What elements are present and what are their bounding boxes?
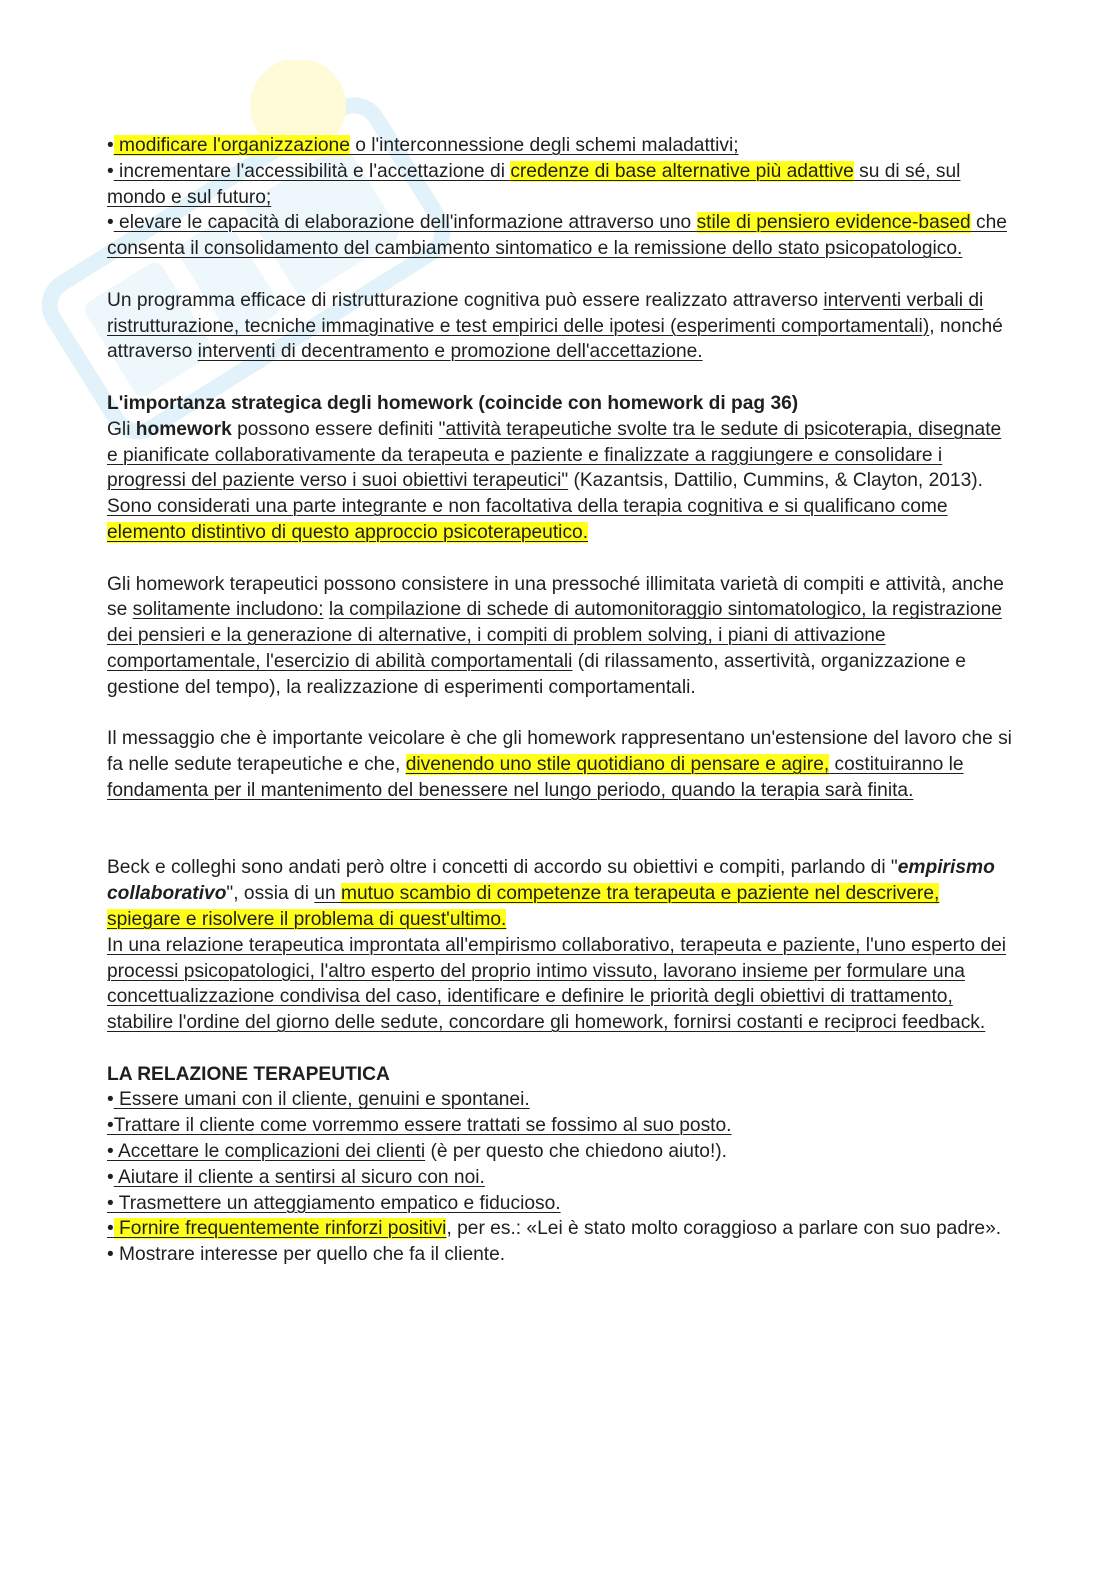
highlight-rinforzi-positivi: Fornire frequentemente rinforzi positivi — [113, 1218, 447, 1240]
list-item: • Mostrare interesse per quello che fa il cliente. — [107, 1244, 506, 1266]
heading-relazione-terapeutica: LA RELAZIONE TERAPEUTICA — [107, 1063, 390, 1085]
list-item: • Aiutare il cliente a sentirsi al sicuro con noi. — [107, 1166, 485, 1188]
paragraph-messaggio: Il messaggio che è importante veicolare è che gli homework rappresentano un'estensione del lavoro che si fa nelle sedute terapeutiche e che, divenendo uno stile quotidiano di pensare e agire, costituiranno le fondamenta per il mantenimento del benessere nel lungo periodo, quando la terapia sarà finita. — [107, 728, 1012, 801]
list-item: • Accettare le complicazioni dei clienti (è per questo che chiedono aiuto!). — [107, 1141, 728, 1163]
paragraph-ristrutturazione: Un programma efficace di ristrutturazione cognitiva può essere realizzato attraverso interventi verbali di ristrutturazione, tecniche immaginative e test empirici delle ipotesi (esperimenti comportamentali), nonché attraverso interventi di decentramento e promozione dell'accettazione. — [107, 289, 1003, 363]
highlight-credenze: credenze di base alternative più adattive — [510, 160, 854, 182]
highlight-stile-quotidiano: divenendo uno stile quotidiano di pensare e agire, — [405, 754, 830, 776]
list-item: • Fornire frequentemente rinforzi positivi, per es.: «Lei è stato molto coraggioso a parlare con suo padre». — [107, 1218, 1002, 1240]
highlight-stile-pensiero: stile di pensiero evidence-based — [696, 212, 971, 234]
heading-homework: L'importanza strategica degli homework (coincide con homework di pag 36) — [107, 392, 799, 414]
paragraph-homework-types: Gli homework terapeutici possono consistere in una pressoché illimitata varietà di compiti e attività, anche se solitamente includono: la compilazione di schede di automonitoraggio sintomatologico, la registrazione dei pensieri e la generazione di alternative, i compiti di problem solving, i piani di attivazione comportamentale, l'esercizio di abilità comportamentali (di rilassamento, assertività, organizzazione e gestione del tempo), la realizzazione di esperimenti comportamentali. — [107, 573, 1004, 698]
list-item: • Trasmettere un atteggiamento empatico e fiducioso. — [107, 1192, 561, 1214]
bullet-elevare: • elevare le capacità di elaborazione dell'informazione attraverso uno stile di pensiero evidence-based che consenta il consolidamento del cambiamento sintomatico e la remissione dello stato psicopatologico. — [107, 212, 1007, 260]
bullet-incrementare: • incrementare l'accessibilità e l'accettazione di credenze di base alternative più adattive su di sé, sul mondo e sul futuro; — [107, 160, 961, 208]
list-item: •Trattare il cliente come vorremmo essere trattati se fossimo al suo posto. — [107, 1115, 732, 1137]
highlight-elemento-distintivo: elemento distintivo di questo approccio psicoterapeutico. — [107, 521, 589, 543]
document-page — [107, 133, 1012, 1268]
list-item: • Essere umani con il cliente, genuini e spontanei. — [107, 1089, 530, 1111]
bullet-modificare: • modificare l'organizzazione o l'interconnessione degli schemi maladattivi; — [107, 135, 739, 156]
paragraph-empirismo: Beck e colleghi sono andati però oltre i concetti di accordo su obiettivi e compiti, parlando di "empirismo collaborativo", ossia di un mutuo scambio di competenze tra terapeuta e paziente nel descrivere, spiegare e risolvere il problema di quest'ultimo. — [107, 857, 995, 930]
paragraph-homework-definition: Gli homework possono essere definiti "attività terapeutiche svolte tra le sedute di psicoterapia, disegnate e pianificate collaborativamente da terapeuta e paziente e finalizzate a raggiungere e consolidare i progressi del paziente verso i suoi obiettivi terapeutici" (Kazantsis, Dattilio, Cummins, & Clayton, 2013). Sono considerati una parte integrante e non facoltativa della terapia cognitiva e si qualificano come elemento distintivo di questo approccio psicoterapeutico. — [107, 418, 1002, 543]
highlight-mutuo-scambio: mutuo scambio di competenze tra terapeuta e paziente nel descrivere, spiegare e risolvere il problema di quest'ultimo. — [107, 883, 940, 930]
highlight-modificare: modificare l'organizzazione — [113, 135, 350, 156]
paragraph-relazione-collaborativa: In una relazione terapeutica improntata all'empirismo collaborativo, terapeuta e paziente, l'uno esperto dei processi psicopatologici, l'altro esperto del proprio intimo vissuto, lavorano insieme per formulare una concettualizzazione condivisa del caso, identificare e definire le priorità degli obiettivi di trattamento, stabilire l'ordine del giorno delle sedute, concordare gli homework, fornirsi costanti e reciproci feedback. — [107, 934, 1007, 1034]
